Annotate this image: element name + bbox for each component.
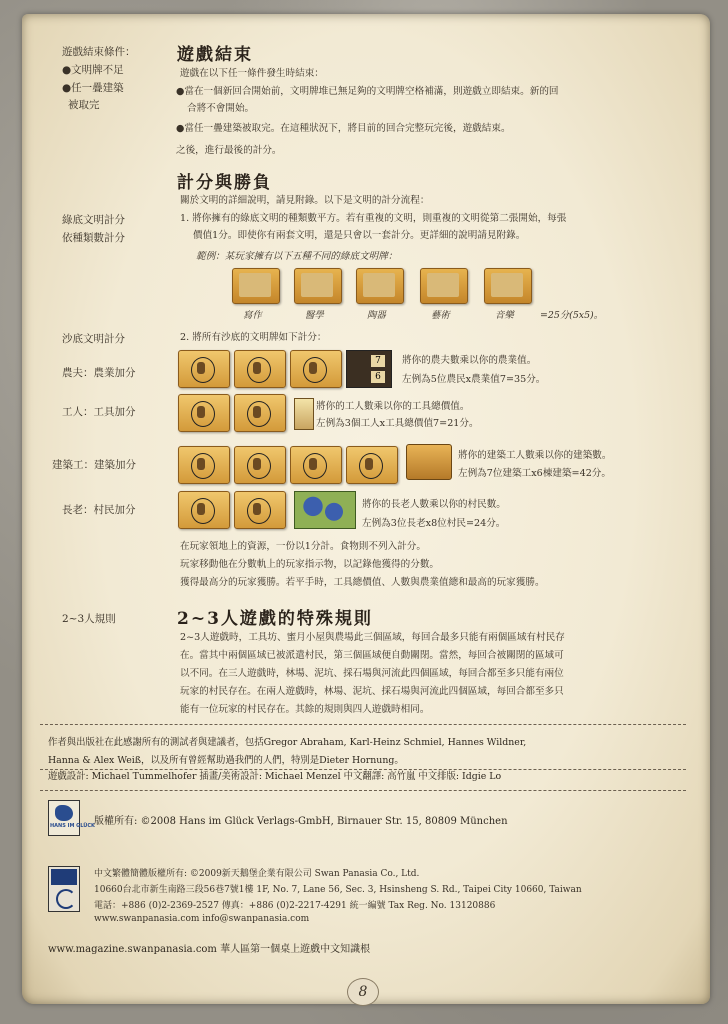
side-end-item2b: 被取完	[68, 99, 100, 111]
civ-card-writing	[232, 268, 280, 304]
scoring-step1b: 價值1分。即使你有兩套文明，還是只會以一套計分。更詳細的說明請見附錄。	[193, 230, 526, 241]
thanks-line-2: Hanna & Alex Weiß，以及所有曾經幫助過我們的人們，特別是Dieter Hornung。	[48, 755, 404, 766]
civ-card-pottery	[356, 268, 404, 304]
end-after: 之後，進行最後的計分。	[176, 145, 282, 156]
magazine-line: www.magazine.swanpanasia.com 華人區第一個桌上遊戲中文知識根	[48, 944, 371, 955]
farm-track-icon	[346, 350, 392, 388]
design-credits: 遊戲設計: Michael Tummelhofer 插畫/美術設計: Michael Menzel 中文翻譯: 高竹嵐 中文排版: Idgie Lo	[48, 771, 502, 782]
hig-bird-icon	[55, 805, 73, 821]
farm-value-6: 6	[371, 371, 385, 383]
scoring-step2: 2. 將所有沙底的文明牌如下計分：	[180, 332, 327, 343]
worker-card-2	[234, 394, 286, 432]
side-green-label2: 依種類數計分	[62, 232, 125, 244]
builder-card-2	[234, 446, 286, 484]
twothree-line-4: 玩家的村民存在。在兩人遊戲時，林場、泥坑、採石場與河流此四個區域，每回合都至多只	[180, 686, 564, 697]
hans-im-glueck-logo	[48, 800, 95, 836]
builder-card-4	[346, 446, 398, 484]
side-end-label: 遊戲結束條件：	[62, 46, 136, 58]
elder-card-1	[178, 491, 230, 529]
resource-rule-2: 玩家移動他在分數軌上的玩家指示物，以記錄他獲得的分數。	[180, 559, 440, 570]
worker-card-1	[178, 394, 230, 432]
section-title-two-three: 2~3人遊戲的特殊規則	[177, 609, 373, 629]
civ-label-medicine: 醫學	[305, 310, 324, 321]
swan-icon	[56, 889, 76, 909]
civ-label-music: 音樂	[495, 310, 514, 321]
farmer-card-2	[234, 350, 286, 388]
end-item2: ●當任一疊建築被取完。在這種狀況下，將目前的回合完整玩完後，遊戲結束。	[176, 123, 511, 134]
copyright-line: 版權所有: ©2008 Hans im Glück Verlags-GmbH, Birnauer Str. 15, 80809 München	[94, 816, 508, 827]
side-worker: 工人：工具加分	[62, 406, 136, 418]
swan-line-4: www.swanpanasia.com info@swanpanasia.com	[94, 914, 310, 924]
villager-meeples-icon	[294, 491, 356, 529]
twothree-line-1: 2~3人遊戲時，工具坊、蜜月小屋與農場此三個區域，每回合最多只能有兩個區域有村民存	[180, 632, 565, 643]
thanks-line-1: 作者與出版社在此感謝所有的測試者與建議者，包括Gregor Abraham, Karl-Heinz Schmiel, Hannes Wildner,	[48, 737, 527, 748]
dashed-divider-3	[40, 790, 686, 791]
scoring-example: 範例：某玩家擁有以下五種不同的綠底文明牌：	[196, 251, 398, 262]
builder-card-1	[178, 446, 230, 484]
twothree-line-5: 能有一位玩家的村民存在。其餘的規則與四人遊戲時相同。	[180, 704, 430, 715]
side-builder: 建築工：建築加分	[52, 459, 136, 471]
end-intro: 遊戲在以下任一條件發生時結束：	[180, 68, 324, 79]
civ-total: =25分(5x5)。	[540, 310, 604, 321]
scoring-intro: 關於文明的詳細說明，請見附錄。以下是文明的計分流程：	[180, 195, 430, 206]
side-end-item2: ●任一疊建築	[62, 82, 124, 94]
swan-line-1: 中文繁體簡體版權所有: ©2009新天鵝堡企業有限公司 Swan Panasia Co., Ltd.	[94, 869, 420, 879]
resource-rule-1: 在玩家領地上的資源，一份以1分計。食物則不列入計分。	[180, 541, 426, 552]
side-farmer: 農夫：農業加分	[62, 367, 136, 379]
tool-tile-icon-1	[294, 398, 314, 430]
side-end-item1: ●文明牌不足	[62, 64, 124, 76]
civ-card-art	[420, 268, 468, 304]
end-item1b: 合將不會開始。	[187, 103, 255, 114]
side-green-label1: 綠底文明計分	[62, 214, 125, 226]
swan-line-2: 10660台北市新生南路三段56巷7號1樓 1F, No. 7, Lane 56, Sec. 3, Hsinsheng S. Rd., Taipei City 10660, Taiwan	[94, 885, 582, 895]
elder-card-2	[234, 491, 286, 529]
dashed-divider-1	[40, 724, 686, 725]
resource-rule-3: 獲得最高分的玩家獲勝。若平手時，工具總價值、人數與農業值總和最高的玩家獲勝。	[180, 577, 545, 588]
end-item1a: ●當在一個新回合開始前，文明牌堆已無足夠的文明牌空格補滿，則遊戲立即結束。新的回	[176, 86, 559, 97]
builder-card-3	[290, 446, 342, 484]
farmer-text-a: 將你的農夫數乘以你的農業值。	[402, 355, 537, 366]
worker-text-a: 將你的工人數乘以你的工具總價值。	[316, 401, 470, 412]
farmer-card-1	[178, 350, 230, 388]
hig-logo-text: HANS IM GLÜCK	[50, 823, 95, 829]
farm-value-7: 7	[371, 355, 385, 367]
building-stack-icon	[406, 444, 452, 480]
civ-label-writing: 寫作	[243, 310, 262, 321]
farmer-text-b: 左例為5位農民x農業值7=35分。	[402, 374, 546, 385]
civ-label-art: 藝術	[431, 310, 450, 321]
swan-panasia-logo	[48, 866, 80, 912]
side-sand-label: 沙底文明計分	[62, 333, 125, 345]
farmer-card-3	[290, 350, 342, 388]
elder-text-b: 左例為3位長老x8位村民=24分。	[362, 518, 506, 529]
twothree-line-2: 在。當其中兩個區域已被派遣村民，第三個區域便自動關閉。當然，每回合被關閉的區域可	[180, 650, 564, 661]
worker-text-b: 左例為3個工人x工具總價值7=21分。	[316, 418, 479, 429]
builder-text-a: 將你的建築工人數乘以你的建築數。	[458, 450, 612, 461]
side-elder: 長老：村民加分	[62, 504, 136, 516]
twothree-line-3: 以不同。在三人遊戲時，林場、泥坑、採石場與河流此四個區域，每回合都至多只能有兩位	[180, 668, 564, 679]
side-two-three: 2~3人規則	[62, 613, 116, 625]
section-title-game-end: 遊戲結束	[177, 45, 253, 65]
elder-text-a: 將你的長老人數乘以你的村民數。	[362, 499, 506, 510]
section-title-scoring: 計分與勝負	[177, 173, 272, 193]
civ-card-music	[484, 268, 532, 304]
builder-text-b: 左例為7位建築工x6棟建築=42分。	[458, 468, 611, 479]
scoring-step1a: 1. 將你擁有的綠底文明的種類數平方。若有重複的文明，則重複的文明從第二張開始，每張	[180, 213, 567, 224]
civ-label-pottery: 陶器	[367, 310, 386, 321]
swan-line-3: 電話：+886 (0)2-2369-2527 傳真：+886 (0)2-2217-4291 統一編號 Tax Reg. No. 13120886	[94, 901, 496, 911]
page-number: 8	[347, 978, 379, 1006]
civ-card-medicine	[294, 268, 342, 304]
swan-banner	[51, 869, 77, 885]
